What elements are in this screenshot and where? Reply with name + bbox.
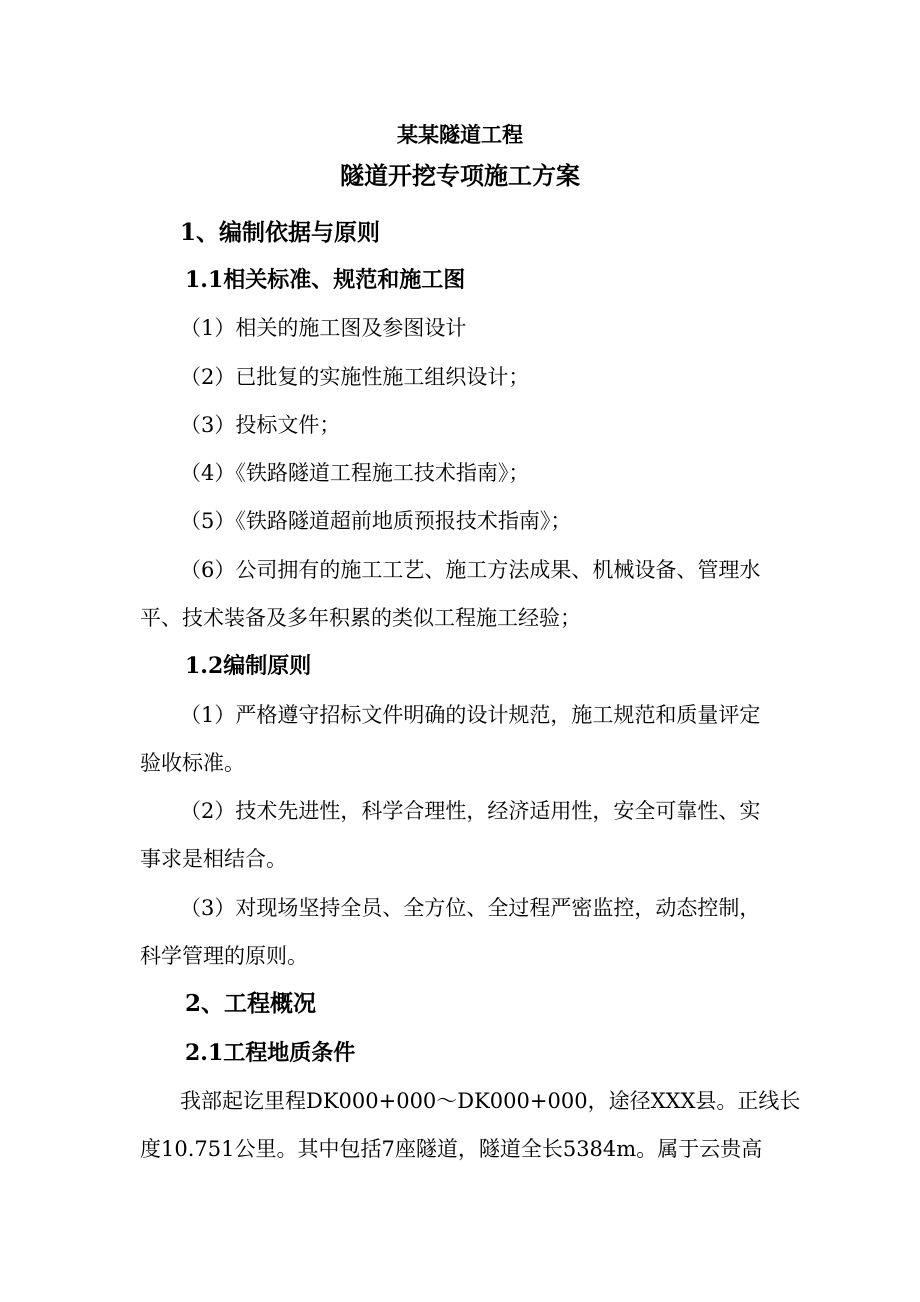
section-1-2-item-1-line-1: （1）严格遵守招标文件明确的设计规范，施工规范和质量评定 [180, 703, 761, 727]
section-1-1-heading: 1.1相关标准、规范和施工图 [185, 267, 466, 293]
document-title-project: 某某隧道工程 [397, 122, 523, 147]
section-1-1-item-4: （4）《铁路隧道工程施工技术指南》； [180, 461, 530, 485]
section-1-1-item-6-line-2: 平、技术装备及多年积累的类似工程施工经验； [140, 606, 581, 630]
section-1-2-item-2-line-2: 事求是相结合。 [140, 847, 287, 871]
document-title-main: 隧道开挖专项施工方案 [340, 161, 580, 190]
section-2-1-paragraph-line-1: 我部起讫里程DK000+000～DK000+000，途径XXX县。正线长 [180, 1089, 801, 1113]
section-2-1-heading: 2.1工程地质条件 [185, 1040, 356, 1066]
section-1-2-item-3-line-2: 科学管理的原则。 [140, 944, 308, 968]
section-1-heading: 1、编制依据与原则 [180, 219, 381, 246]
section-1-2-item-2-line-1: （2）技术先进性，科学合理性，经济适用性，安全可靠性、实 [180, 799, 761, 823]
section-1-2-item-3-line-1: （3）对现场坚持全员、全方位、全过程严密监控，动态控制， [180, 896, 761, 920]
section-1-2-heading: 1.2编制原则 [185, 653, 312, 679]
section-2-heading: 2、工程概况 [185, 990, 317, 1017]
section-1-1-item-3: （3）投标文件； [180, 413, 341, 437]
section-1-1-item-5: （5）《铁路隧道超前地质预报技术指南》； [180, 509, 572, 533]
section-2-1-paragraph-line-2: 度10.751公里。其中包括7座隧道，隧道全长5384m。属于云贵高 [140, 1137, 763, 1161]
section-1-1-item-1: （1）相关的施工图及参图设计 [180, 316, 467, 340]
section-1-1-item-6-line-1: （6）公司拥有的施工工艺、施工方法成果、机械设备、管理水 [180, 558, 761, 582]
section-1-2-item-1-line-2: 验收标准。 [140, 751, 245, 775]
section-1-1-item-2: （2）已批复的实施性施工组织设计； [180, 365, 530, 389]
